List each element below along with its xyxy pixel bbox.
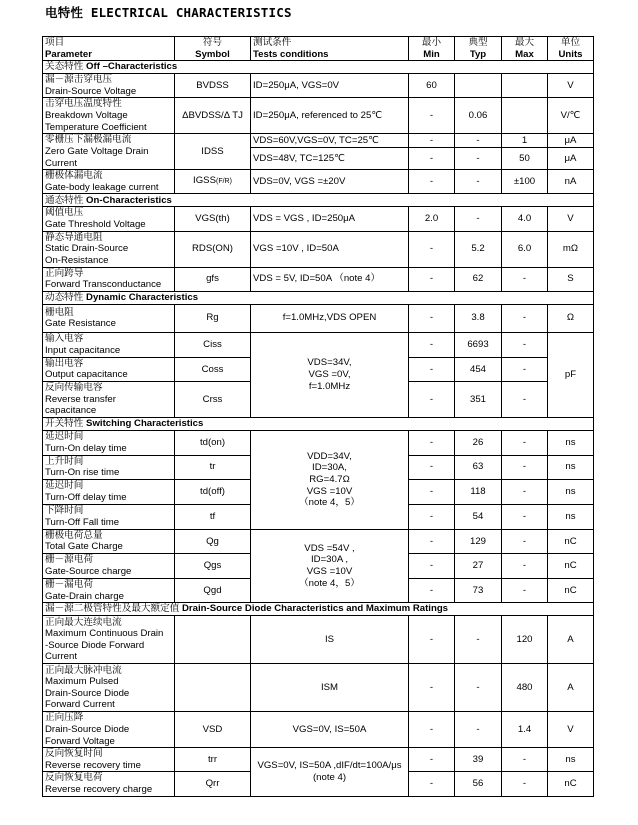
switching-conditions: VDD=34V, ID=30A, RG=4.7Ω VGS =10V （note 4，5）: [251, 430, 409, 529]
row-qgs: 栅－源电荷 Gate-Source charge Qgs - 27 - nC: [43, 554, 594, 579]
row-crss: 反向传输电容 Reverse transfer capacitance Crss - 351 -: [43, 381, 594, 417]
header-symbol: 符号 Symbol: [175, 37, 251, 61]
row-qg: 栅极电荷总量 Total Gate Charge Qg VDS =54V , ID=30A , VGS =10V （note 4，5） - 129 - nC: [43, 529, 594, 553]
row-tdon: 延迟时间 Turn-On delay time td(on) VDD=34V, ID=30A, RG=4.7Ω VGS =10V （note 4，5） - 26 - ns: [43, 430, 594, 455]
gate-charge-conditions: VDS =54V , ID=30A , VGS =10V （note 4，5）: [251, 529, 409, 602]
page-title: [45, 3, 292, 21]
title-en: ELECTRICAL CHARACTERISTICS: [90, 5, 292, 20]
row-is: 正向最大连续电流 Maximum Continuous Drain -Source Diode Forward Current IS - - 120 A: [43, 616, 594, 664]
header-units: 单位 Units: [548, 37, 594, 61]
title-cn: 电特性: [45, 5, 84, 20]
header-row: [43, 37, 594, 61]
section-diode: 漏－源二极管特性及最大额定值 Drain-Source Diode Characteristics and Maximum Ratings: [43, 603, 594, 616]
header-max: 最大 Max: [502, 37, 548, 61]
row-qrr: 反向恢复电荷 Reverse recovery charge Qrr - 56 - nC: [43, 772, 594, 796]
section-dynamic: 动态特性 Dynamic Characteristics: [43, 291, 594, 304]
section-switching: 开关特性 Switching Characteristics: [43, 417, 594, 430]
row-coss: 输出电容 Output capacitance Coss - 454 -: [43, 357, 594, 381]
row-rg: 栅电阻 Gate Resistance Rg f=1.0MHz,VDS OPEN - 3.8 - Ω: [43, 304, 594, 332]
row-trr: 反向恢复时间 Reverse recovery time trr VGS=0V, IS=50A ,dIF/dt=100A/μs (note 4) - 39 - ns: [43, 748, 594, 772]
row-vsd: 正向压降 Drain-Source Diode Forward Voltage VSD VGS=0V, IS=50A - - 1.4 V: [43, 712, 594, 748]
row-rds-on: 静态导通电阻 Static Drain-Source On-Resistance RDS(ON) VGS =10V , ID=50A - 5.2 6.0 mΩ: [43, 231, 594, 267]
row-ism: 正向最大脉冲电流 Maximum Pulsed Drain-Source Diode Forward Current ISM - - 480 A: [43, 664, 594, 712]
row-breakdown-tc: 击穿电压温度特性 Breakdown Voltage Temperature Coefficient ΔBVDSS/Δ TJ ID=250μA, referenced to 25℃ - 0.06 V/℃: [43, 98, 594, 134]
row-bvdss: 漏－源击穿电压 Drain-Source Voltage BVDSS ID=250μA, VGS=0V 60 V: [43, 74, 594, 98]
row-vth: 阈值电压 Gate Threshold Voltage VGS(th) VDS = VGS , ID=250μA 2.0 - 4.0 V: [43, 207, 594, 231]
row-idss-2: VDS=48V, TC=125℃ - - 50 μA: [43, 147, 594, 170]
row-tdoff: 延迟时间 Turn-Off delay time td(off) - 118 - ns: [43, 479, 594, 504]
header-typ: 典型 Typ: [455, 37, 502, 61]
electrical-characteristics-table: [42, 36, 594, 797]
header-parameter: 项目 Parameter: [43, 37, 175, 61]
capacitance-conditions: VDS=34V, VGS =0V, f=1.0MHz: [251, 332, 409, 417]
section-on: 通态特性 On-Characteristics: [43, 194, 594, 207]
header-conditions: 测试条件 Tests conditions: [251, 37, 409, 61]
row-tf: 下降时间 Turn-Off Fall time tf - 54 - ns: [43, 504, 594, 529]
row-gfs: 正向跨导 Forward Transconductance gfs VDS = 5V, ID=50A （note 4） - 62 - S: [43, 267, 594, 291]
row-idss-1: 零栅压下漏极漏电流 Zero Gate Voltage Drain Current IDSS VDS=60V,VGS=0V, TC=25℃ - - 1 μA: [43, 134, 594, 147]
row-qgd: 栅－漏电荷 Gate-Drain charge Qgd - 73 - nC: [43, 579, 594, 603]
reverse-recovery-conditions: VGS=0V, IS=50A ,dIF/dt=100A/μs (note 4): [251, 748, 409, 796]
row-igss: 栅极体漏电流 Gate-body leakage current IGSS(F/R) VDS=0V, VGS =±20V - - ±100 nA: [43, 170, 594, 194]
row-tr: 上升时间 Turn-On rise time tr - 63 - ns: [43, 455, 594, 479]
row-ciss: 输入电容 Input capacitance Ciss VDS=34V, VGS =0V, f=1.0MHz - 6693 - pF: [43, 332, 594, 357]
section-off: 关态特性 Off –Characteristics: [43, 61, 594, 74]
header-min: 最小 Min: [409, 37, 455, 61]
